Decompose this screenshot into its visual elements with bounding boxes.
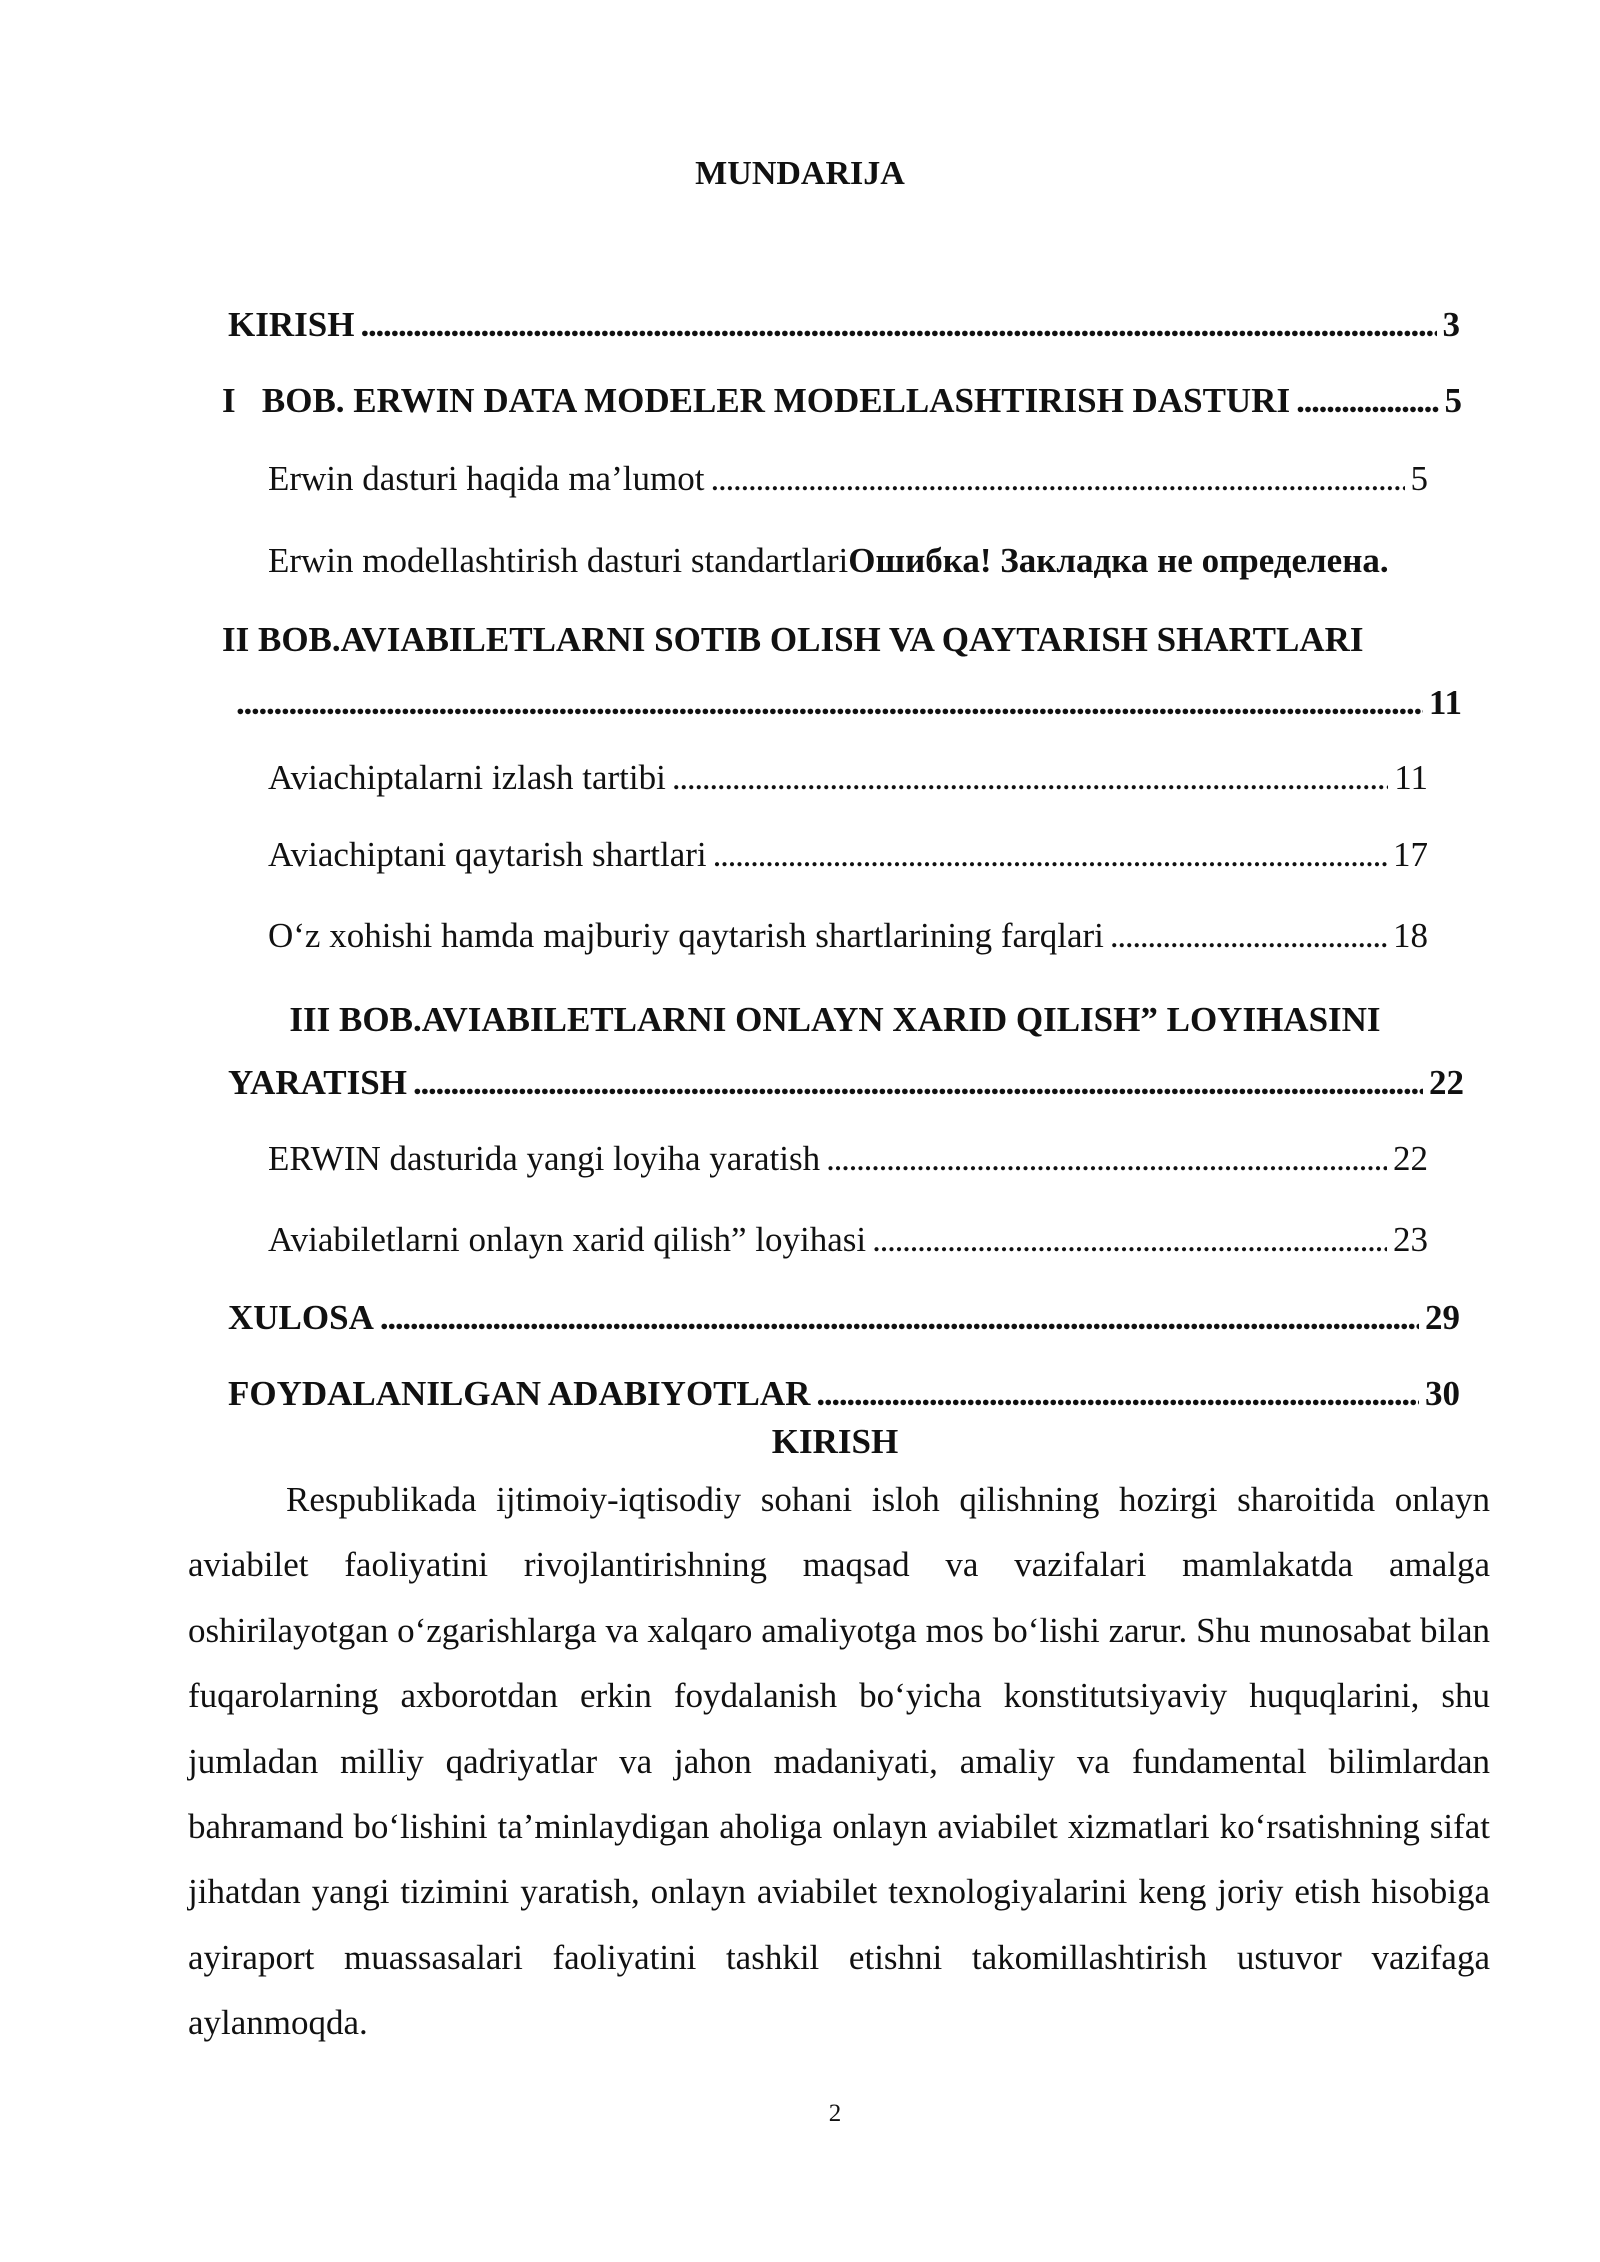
toc-entry-chapter-1[interactable] <box>222 377 1462 425</box>
toc-entry-text: Erwin modellashtirish dasturi standartlari <box>268 541 849 580</box>
toc-entry-text: Aviachiptani qaytarish shartlari <box>268 835 707 874</box>
toc-entry-chapter-2-page[interactable] <box>236 679 1462 727</box>
toc-page-number: 18 <box>1393 916 1428 955</box>
page-number: 2 <box>828 2100 842 2127</box>
toc-entry-text: O‘z xohishi hamda majburiy qaytarish shartlarining farqlari <box>268 916 1104 955</box>
toc-leader-dots <box>236 679 1423 727</box>
toc-leader-dots <box>826 1135 1387 1183</box>
section-heading-kirish: KIRISH <box>771 1422 899 1461</box>
toc-page-number: 5 <box>1410 459 1428 498</box>
toc-entry-text: Erwin dasturi haqida ma’lumot <box>268 459 705 498</box>
toc-page-number: 29 <box>1425 1298 1460 1337</box>
toc-page-number: 11 <box>1394 758 1428 797</box>
page-title: MUNDARIJA <box>695 155 905 192</box>
toc-leader-dots <box>672 754 1388 802</box>
toc-entry-chapter-3-page[interactable] <box>228 1059 1464 1107</box>
toc-page-number: 22 <box>1429 1063 1464 1102</box>
toc-entry-text: KIRISH <box>228 305 355 344</box>
toc-entry-text: I BOB. ERWIN DATA MODELER MODELLASHTIRISH DASTURI <box>222 381 1291 420</box>
intro-paragraph: Respublikada ijtimoiy-iqtisodiy sohani isloh qilishning hozirgi sharoitida onlayn aviabilet faoliyatini rivojlantirishning maqsad va vazifalari mamlakatda amalga oshirilayotgan o‘zgarishlarga va xalqaro amaliyotga mos bo‘lishi zarur. Shu munosabat bilan fuqarolarning axborotdan erkin foydalanish bo‘yicha konstitutsiyaviy huquqlarini, shu jumladan milliy qadriyatlar va jahon madaniyati, amaliy va fundamental bilimlardan bahramand bo‘lishini ta’minlaydigan aholiga onlayn aviabilet xizmatlari ko‘rsatishning sifat jihatdan yangi tizimini yaratish, onlayn aviabilet texnologiyalarini keng joriy etish hisobiga ayiraport muassasalari faoliyatini tashkil etishni takomillashtirish ustuvor vazifaga aylanmoqda. <box>188 1480 1490 2043</box>
toc-entry-text: FOYDALANILGAN ADABIYOTLAR <box>228 1374 811 1413</box>
toc-entry-chapter-3-title[interactable]: III BOB.AVIABILETLARNI ONLAYN XARID QILISH” LOYIHASINI <box>289 1000 1381 1039</box>
toc-leader-dots <box>713 831 1387 879</box>
toc-entry-section-1-2[interactable] <box>268 537 1528 585</box>
toc-leader-dots <box>816 1370 1419 1418</box>
toc-entry-text: XULOSA <box>228 1298 374 1337</box>
toc-entry-text: ERWIN dasturida yangi loyiha yaratish <box>268 1139 821 1178</box>
toc-leader-dots <box>360 301 1436 349</box>
toc-leader-dots <box>710 455 1404 503</box>
toc-leader-dots <box>872 1216 1387 1264</box>
bookmark-error-text: Ошибка! Закладка не определена. <box>848 541 1389 580</box>
toc-page-number: 5 <box>1444 381 1462 420</box>
toc-entry-text: II BOB.AVIABILETLARNI SOTIB OLISH VA QAYTARISH SHARTLARI <box>222 620 1364 659</box>
toc-leader-dots <box>413 1059 1423 1107</box>
toc-entry-text: YARATISH <box>228 1063 407 1102</box>
toc-page-number: 30 <box>1425 1374 1460 1413</box>
toc-entry-text: Aviabiletlarni onlayn xarid qilish” loyihasi <box>268 1220 867 1259</box>
toc-page-number: 17 <box>1393 835 1428 874</box>
toc-page-number: 23 <box>1393 1220 1428 1259</box>
toc-entry-text: Aviachiptalarni izlash tartibi <box>268 758 666 797</box>
toc-entry-xulosa[interactable] <box>228 1294 1460 1342</box>
toc-leader-dots <box>1110 912 1387 960</box>
toc-entry-section-2-2[interactable] <box>268 831 1428 879</box>
toc-page-number: 22 <box>1393 1139 1428 1178</box>
toc-entry-chapter-2-title[interactable] <box>222 616 1482 664</box>
toc-leader-dots <box>380 1294 1419 1342</box>
toc-entry-section-1-1[interactable] <box>268 455 1428 503</box>
toc-page-number: 11 <box>1428 683 1462 722</box>
toc-leader-dots <box>1296 377 1438 425</box>
toc-entry-section-3-2[interactable] <box>268 1216 1428 1264</box>
toc-entry-section-2-1[interactable] <box>268 754 1428 802</box>
toc-entry-kirish[interactable] <box>228 301 1460 349</box>
toc-entry-adabiyotlar[interactable] <box>228 1370 1460 1418</box>
toc-page-number: 3 <box>1442 305 1460 344</box>
toc-entry-section-2-3[interactable] <box>268 912 1428 960</box>
toc-entry-section-3-1[interactable] <box>268 1135 1428 1183</box>
